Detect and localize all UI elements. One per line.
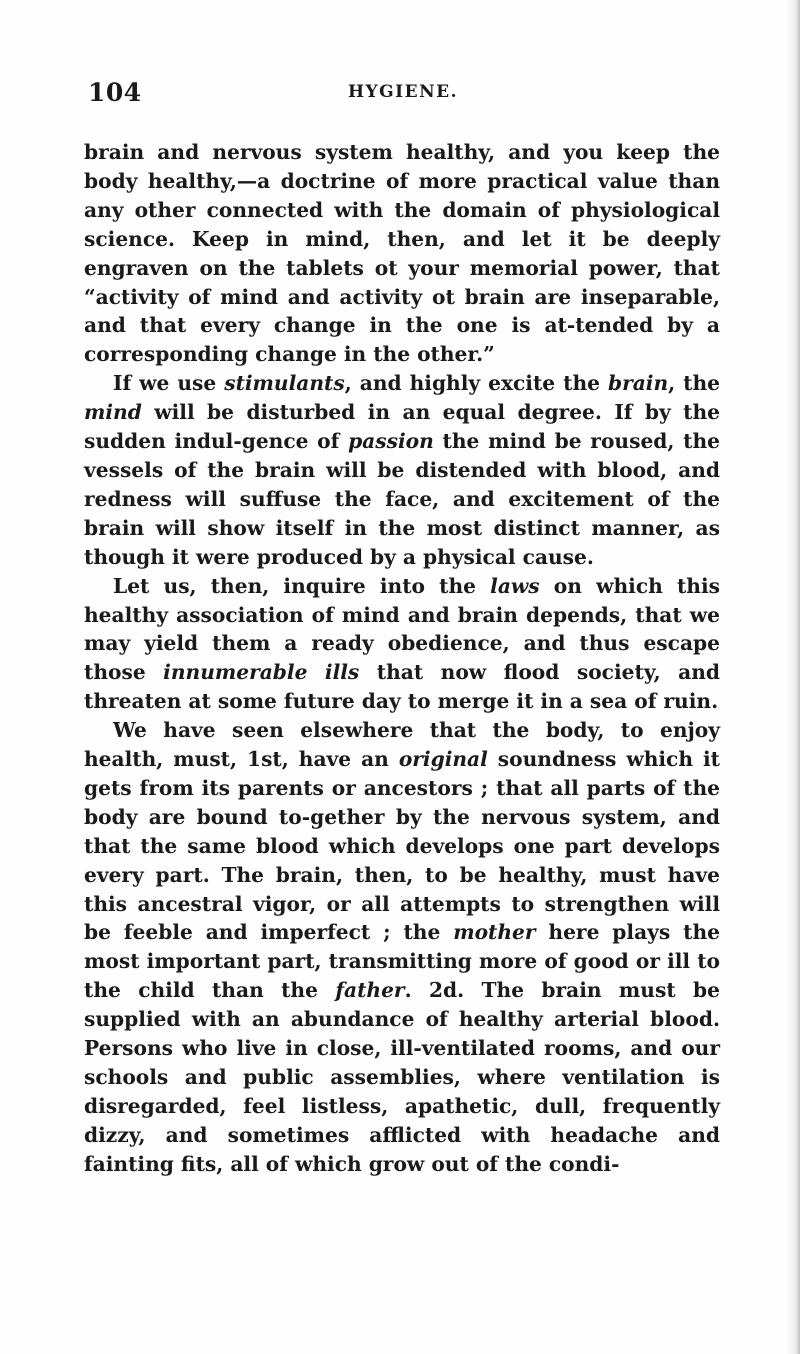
- paragraph: [84, 572, 720, 717]
- text-run: If we use: [113, 371, 225, 396]
- running-head: HYGIENE.: [347, 82, 459, 102]
- italic-term: laws: [490, 573, 540, 598]
- text-run: here plays the most important part, transmitting more of good or ill to the child than the: [84, 920, 720, 1003]
- text-run: Let us, then, inquire into the: [113, 573, 491, 598]
- text-run: the mind be roused, the vessels of the brain will be distended with blood, and redness will suffuse the face, and excitement of the brain will show itself in the most distinct manner, as though it were produced by a physical cause.: [84, 429, 720, 569]
- page-edge-shadow: [786, 0, 800, 1354]
- text-run: We have seen elsewhere that the body, to enjoy health, must, 1st, have an: [84, 718, 720, 772]
- text-run: on which this healthy association of mind and brain depends, that we may yield them a ready obedience, and thus escape those: [84, 573, 720, 685]
- text-run: , the: [668, 371, 721, 396]
- italic-term: brain: [607, 371, 669, 396]
- body-text: [84, 138, 720, 1179]
- page-number: 104: [88, 78, 142, 107]
- paragraph: [84, 369, 720, 571]
- text-run: soundness which it gets from its parents or ancestors ; that all parts of the body are bound to-gether by the nervous system, and that the same blood which develops one part develops every part. The brain, then, to be healthy, must have this ancestral vigor, or all attempts to strengthen will be feeble and imperfect ; the: [84, 747, 720, 945]
- text-run: brain and nervous system healthy, and you keep the body healthy,—a doctrine of more practical value than any other connected with the domain of physiological science. Keep in mind, then, and let it be deeply engraven on the tablets ot your memorial power, that “activity of mind and activity ot brain are inseparable, and that every change in the one is at-tended by a corresponding change in the other.”: [84, 140, 720, 367]
- italic-term: father: [335, 978, 405, 1003]
- text-run: will be disturbed in an equal degree. If by the sudden indul-gence of: [84, 400, 720, 454]
- text-run: . 2d. The brain must be supplied with an abundance of healthy arterial blood. Persons who live in close, ill-ventilated rooms, and our schools and public assemblies, where ventilation is disregarded, feel listless, apathetic, dull, frequently dizzy, and sometimes afflicted with headache and fainting fits, all of which grow out of the condi-: [84, 978, 720, 1176]
- italic-term: mind: [84, 400, 142, 425]
- italic-term: passion: [348, 429, 434, 454]
- text-run: , and highly excite the: [344, 371, 608, 396]
- paragraph: [84, 138, 720, 369]
- italic-term: mother: [453, 920, 536, 945]
- text-run: that now flood society, and threaten at some future day to merge it in a sea of ruin.: [84, 660, 720, 714]
- paragraph: [84, 716, 720, 1179]
- page-header: [88, 78, 718, 112]
- italic-term: stimulants: [224, 371, 345, 396]
- italic-term: original: [398, 747, 488, 772]
- italic-term: innumerable ills: [163, 660, 360, 685]
